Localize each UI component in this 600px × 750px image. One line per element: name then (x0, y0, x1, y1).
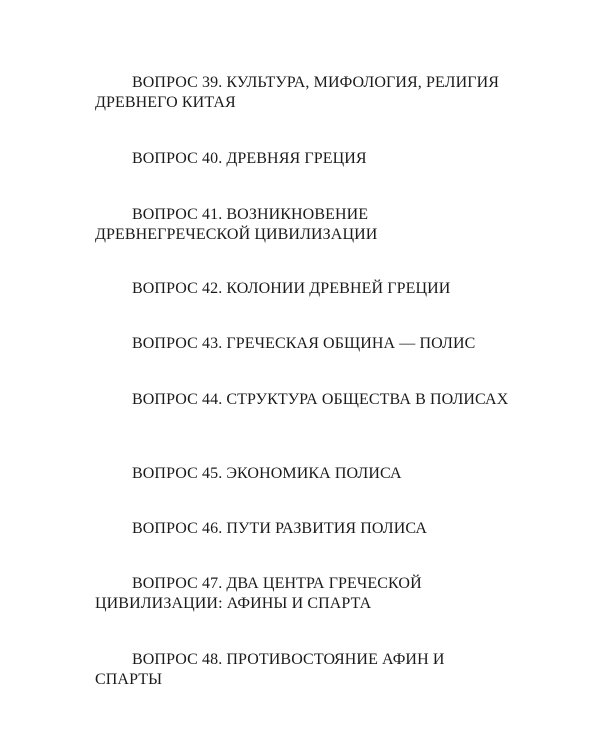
toc-entry-48[interactable]: ВОПРОС 48. ПРОТИВОСТОЯНИЕ АФИН И СПАРТЫ (95, 651, 445, 688)
toc-entry-40[interactable]: ВОПРОС 40. ДРЕВНЯЯ ГРЕЦИЯ (132, 150, 367, 167)
toc-entry-42[interactable]: ВОПРОС 42. КОЛОНИИ ДРЕВНЕЙ ГРЕЦИИ (132, 280, 451, 297)
toc-entry-47[interactable]: ВОПРОС 47. ДВА ЦЕНТРА ГРЕЧЕСКОЙ ЦИВИЛИЗАЦИИ: АФИНЫ И СПАРТА (95, 575, 422, 612)
toc-entry-41[interactable]: ВОПРОС 41. ВОЗНИКНОВЕНИЕ ДРЕВНЕГРЕЧЕСКОЙ ЦИВИЛИЗАЦИИ (95, 206, 378, 243)
toc-entry-39[interactable]: ВОПРОС 39. КУЛЬТУРА, МИФОЛОГИЯ, РЕЛИГИЯ ДРЕВНЕГО КИТАЯ (95, 74, 500, 111)
toc-entry-43[interactable]: ВОПРОС 43. ГРЕЧЕСКАЯ ОБЩИНА — ПОЛИС (132, 335, 476, 352)
toc-entry-44[interactable]: ВОПРОС 44. СТРУКТУРА ОБЩЕСТВА В ПОЛИСАХ (132, 391, 509, 408)
toc-entry-45[interactable]: ВОПРОС 45. ЭКОНОМИКА ПОЛИСА (132, 465, 402, 482)
toc-entry-46[interactable]: ВОПРОС 46. ПУТИ РАЗВИТИЯ ПОЛИСА (132, 520, 428, 537)
